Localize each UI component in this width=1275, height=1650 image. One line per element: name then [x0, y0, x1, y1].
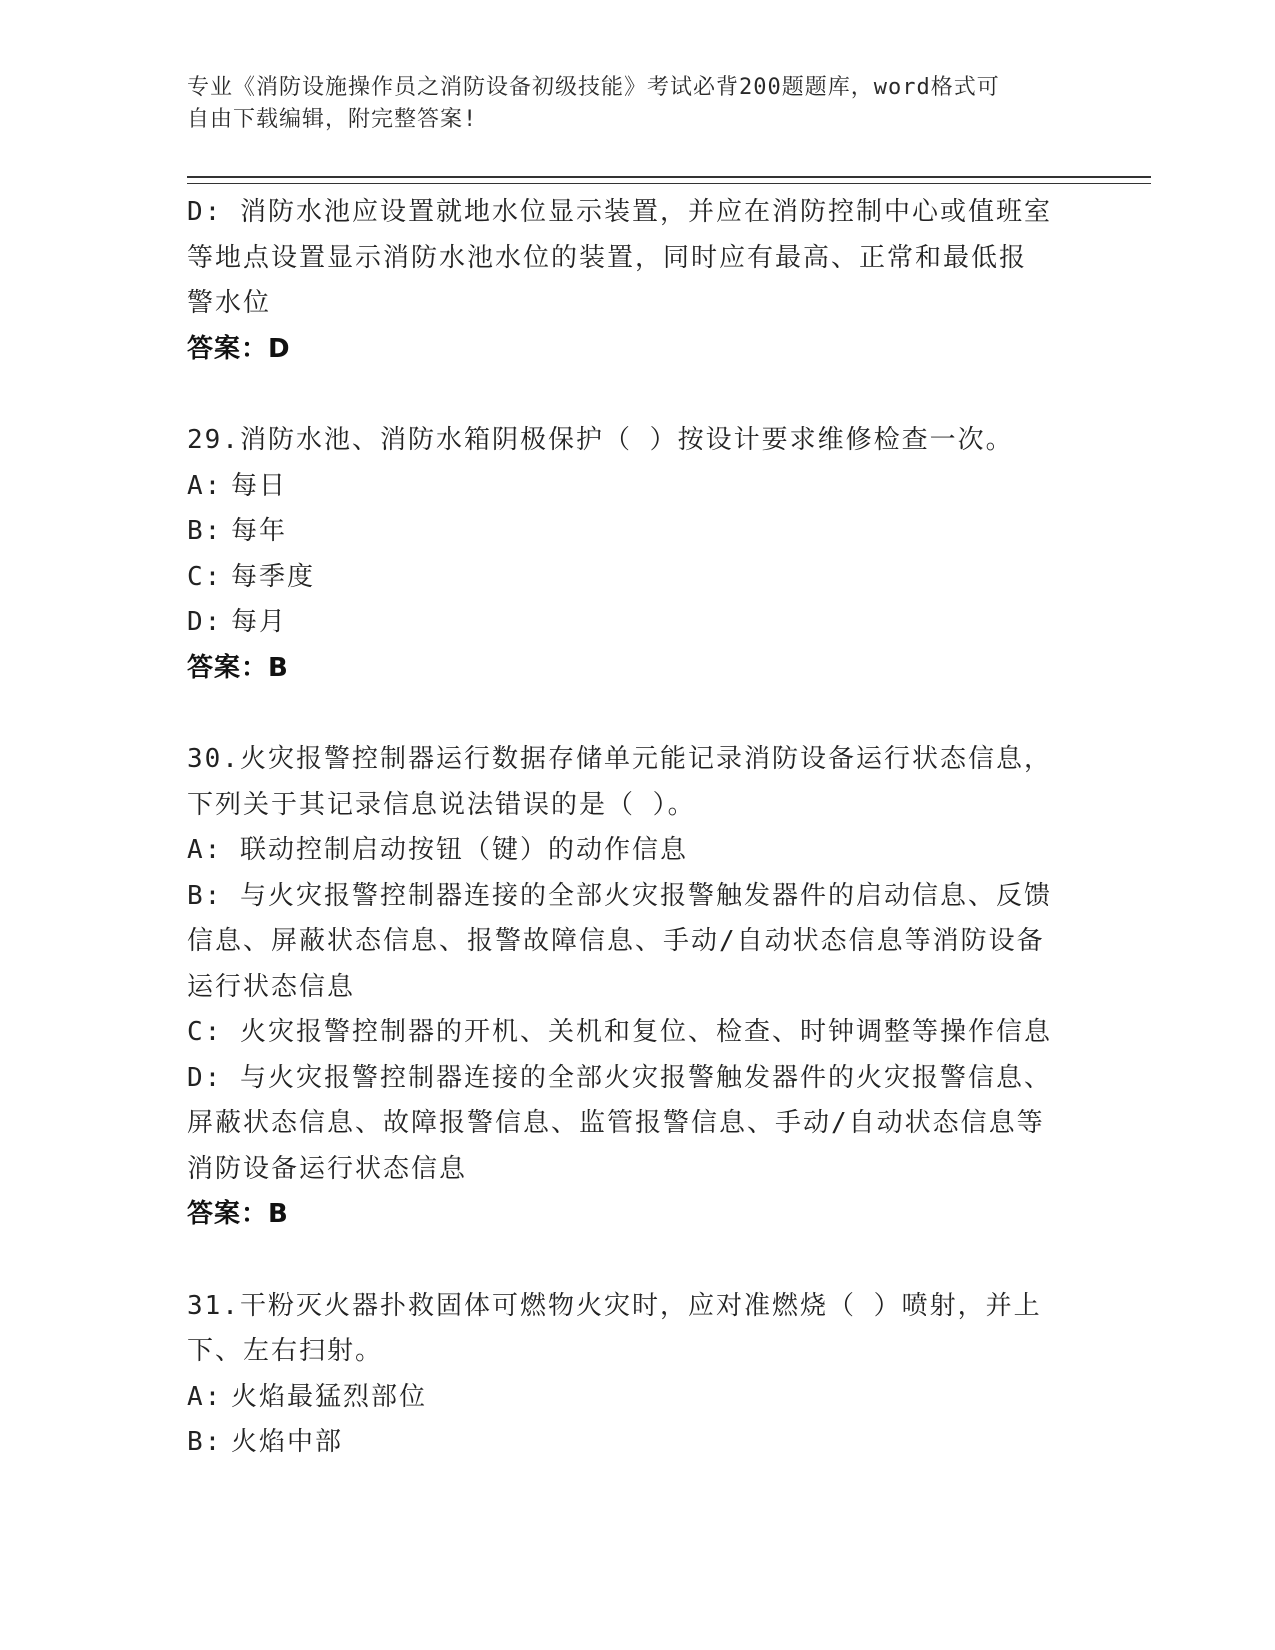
- spacer: [187, 691, 1077, 737]
- header-divider: [187, 176, 1151, 184]
- question-28-tail: [187, 190, 1077, 372]
- question-29-text: 29.消防水池、消防水箱阴极保护（ ）按设计要求维修检查一次。: [187, 425, 1014, 455]
- option-key: A:: [187, 1381, 223, 1412]
- option-text: 每月: [231, 607, 288, 637]
- option-key: B:: [187, 1427, 223, 1457]
- option-text: 火焰中部: [231, 1427, 344, 1457]
- page-header: [187, 72, 1067, 136]
- option-b: [187, 1420, 1077, 1466]
- option-d-line-3: 消防设备运行状态信息: [187, 1153, 468, 1184]
- option-b-line-2: 信息、屏蔽状态信息、报警故障信息、手动/自动状态信息等消防设备: [187, 926, 1045, 956]
- header-line-1: 专业《消防设施操作员之消防设备初级技能》考试必背200题题库，word格式可: [187, 75, 1000, 100]
- option-d-line-3: 警水位: [187, 288, 272, 318]
- answer-28: 答案：D: [187, 333, 291, 364]
- question-30-line-2: 下列关于其记录信息说法错误的是（ ）。: [187, 789, 696, 820]
- spacer: [187, 372, 1077, 418]
- option-d-line-2: 屏蔽状态信息、故障报警信息、监管报警信息、手动/自动状态信息等: [187, 1108, 1045, 1138]
- question-29: [187, 418, 1077, 691]
- option-d-line-1: D: 与火灾报警控制器连接的全部火灾报警触发器件的火灾报警信息、: [187, 1062, 1052, 1093]
- option-a: [187, 1375, 1077, 1421]
- header-line-2: 自由下载编辑，附完整答案!: [187, 107, 478, 132]
- option-c: [187, 555, 1077, 601]
- option-key: A:: [187, 470, 223, 501]
- document-body: [187, 190, 1077, 1466]
- option-text: 每日: [231, 470, 288, 501]
- option-b-line-3: 运行状态信息: [187, 971, 356, 1002]
- question-31-line-2: 下、左右扫射。: [187, 1336, 384, 1366]
- question-30: [187, 737, 1077, 1238]
- option-d-line-2: 等地点设置显示消防水池水位的装置，同时应有最高、正常和最低报: [187, 242, 1028, 273]
- option-a: [187, 464, 1077, 510]
- option-c: C: 火灾报警控制器的开机、关机和复位、检查、时钟调整等操作信息: [187, 1017, 1052, 1047]
- option-key: B:: [187, 516, 223, 546]
- option-d-line-1: D: 消防水池应设置就地水位显示装置，并应在消防控制中心或值班室: [187, 197, 1052, 227]
- option-text: 火焰最猛烈部位: [231, 1381, 428, 1412]
- option-key: C:: [187, 561, 223, 592]
- option-text: 每季度: [231, 561, 316, 592]
- option-a: A: 联动控制启动按钮（键）的动作信息: [187, 835, 688, 865]
- option-b-line-1: B: 与火灾报警控制器连接的全部火灾报警触发器件的启动信息、反馈: [187, 880, 1052, 911]
- option-text: 每年: [231, 516, 288, 546]
- question-31-line-1: 31.干粉灭火器扑救固体可燃物火灾时，应对准燃烧（ ）喷射，并上: [187, 1290, 1042, 1321]
- option-b: [187, 509, 1077, 555]
- question-30-line-1: 30.火灾报警控制器运行数据存储单元能记录消防设备运行状态信息，: [187, 744, 1052, 774]
- answer-30: 答案：B: [187, 1199, 289, 1229]
- option-key: D:: [187, 607, 223, 637]
- question-31: [187, 1284, 1077, 1466]
- option-d: [187, 600, 1077, 646]
- answer-29: 答案：B: [187, 652, 289, 683]
- spacer: [187, 1238, 1077, 1284]
